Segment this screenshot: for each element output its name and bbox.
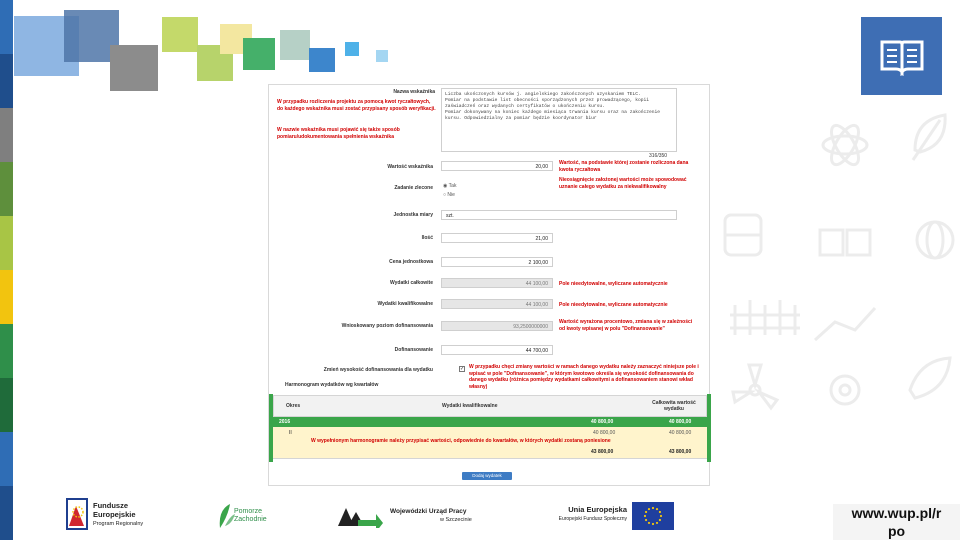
- book-icon: [820, 230, 870, 255]
- pomorze-line1: Pomorze: [234, 508, 263, 515]
- decor-tile: [243, 38, 275, 70]
- table-row: [273, 417, 707, 427]
- row-total: 40 800,00: [669, 430, 692, 436]
- strip-segment: [0, 0, 13, 54]
- task-yes-radio[interactable]: ◉ Tak: [443, 183, 457, 189]
- eu-star: [656, 522, 658, 524]
- eu-funds-line3: Program Regionalny: [93, 521, 144, 527]
- funding-field[interactable]: 44 700,00: [441, 345, 553, 355]
- eligible-field: 44 100,00: [441, 299, 553, 309]
- share-label: Wnioskowany poziom dofinansowania: [341, 323, 433, 329]
- eu-star: [660, 515, 662, 517]
- strip-segment: [0, 270, 13, 324]
- indicator-name-label: Nazwa wskaźnika: [393, 89, 435, 95]
- total-note: Pole nieedytowalne, wyliczane automatycznie: [559, 281, 668, 287]
- strip-segment: [0, 324, 13, 378]
- header-total: Całkowita wartość wydatku: [652, 400, 696, 412]
- schedule-title: Harmonogram wydatków wg kwartałów: [285, 382, 379, 388]
- url-line2: po: [887, 523, 906, 539]
- book-icon-box: [861, 17, 942, 95]
- qty-field[interactable]: 21,00: [441, 233, 553, 243]
- eu-line2: Europejski Fundusz Społeczny: [558, 516, 627, 522]
- eu-funds-emblem-icon: [66, 498, 88, 530]
- row-eligible[interactable]: 40 800,00: [593, 430, 616, 436]
- eu-star: [652, 507, 654, 509]
- eu-line1: Unia Europejska: [568, 505, 627, 514]
- row-total: 40 800,00: [669, 419, 692, 425]
- eligible-label: Wydatki kwalifikowalne: [377, 301, 433, 307]
- decor-tile: [162, 17, 198, 52]
- change-funding-label: Zmień wysokość dofinansowania dla wydatku: [323, 367, 433, 373]
- wup-line2: w Szczecinie: [440, 517, 472, 523]
- brain-gear-icon: [831, 376, 859, 404]
- decor-tile: [309, 48, 335, 72]
- expense-form-screenshot: [268, 84, 710, 486]
- share-note: Wartość wyrażona procentowo, zmiana się w zależności od kwoty wpisanej w polu "Dofinansowanie": [559, 319, 693, 332]
- decor-tile: [110, 45, 158, 91]
- task-no-label: Nie: [447, 192, 455, 198]
- strip-segment: [0, 378, 13, 432]
- background-icons: [715, 90, 960, 490]
- sum-total: 43 800,00: [669, 449, 692, 455]
- unit-price-field[interactable]: 2 100,00: [441, 257, 553, 267]
- website-url[interactable]: [833, 504, 960, 540]
- pomorze-leaf-icon: [216, 500, 236, 530]
- change-funding-note: W przypadku chęci zmiany wartości w ramach danego wydatku należy zaznaczyć niniejsze pole i wpisać w pole "Dofinansowanie", w którym kwotowo określa się wysokość dofinansowania do danego wydatku (różnica pomiędzy wydatkami całkowitymi a dofinansowaniem stanowi wkład własny): [469, 364, 699, 390]
- table-row: [273, 427, 707, 459]
- eu-star: [644, 515, 646, 517]
- value-label: Wartość wskaźnika: [387, 164, 433, 170]
- wup-text: [390, 508, 472, 524]
- propeller-icon: [733, 365, 777, 408]
- task-note: Nieosiągnięcie założonej wartości może spowodować uznanie całego wydatku za niekwalifikowalny: [559, 177, 687, 190]
- unit-field[interactable]: szt.: [441, 210, 677, 220]
- add-expense-button[interactable]: Dodaj wydatek: [462, 472, 512, 480]
- strip-segment: [0, 162, 13, 216]
- row-period: 2016: [279, 419, 291, 425]
- change-funding-checkbox[interactable]: ✓: [460, 366, 465, 372]
- eu-funds-line1: Fundusze: [93, 501, 128, 510]
- quarter-note: W wypełnionym harmonogramie należy przypisać wartości, odpowiednie do kwartałów, w których wydatki zostaną poniesione: [311, 438, 611, 444]
- eu-star: [645, 519, 647, 521]
- strip-segment: [0, 432, 13, 486]
- eu-star: [648, 508, 650, 510]
- indicator-description-textarea[interactable]: Liczba ukończonych kursów j. angielskiego zakończonych uzyskaniem TELC. Pomiar na podstawie list obecności sporządzonych przez prowadzącego, kopii zaświadczeń oraz wydanych certyfikatów o ukończeniu kursu. Pomiar dokonywany na koniec każdego miesiąca trwania kursu oraz na zakończenie kursu. Odpowiedzialny za pomiar będzie koordynator biur: [441, 88, 677, 152]
- eu-funds-line2: Europejskie: [93, 510, 136, 519]
- task-label: Zadanie zlecone: [394, 185, 433, 191]
- task-no-radio[interactable]: ○ Nie: [443, 192, 455, 198]
- task-yes-label: Tak: [448, 183, 457, 189]
- char-counter: 316/350: [649, 153, 668, 159]
- sum-eligible: 43 800,00: [591, 449, 614, 455]
- value-field[interactable]: 20,00: [441, 161, 553, 171]
- row-eligible: 40 800,00: [591, 419, 614, 425]
- strip-segment: [0, 216, 13, 270]
- share-field: 93,2500000000: [441, 321, 553, 331]
- fence-icon: [730, 300, 800, 335]
- indicator-measure-note: W nazwie wskaźnika musi pojawić się także sposób pomiaru/udokumentowania spełnienia wskaźnika: [277, 127, 400, 140]
- wup-line1: Wojewódzki Urząd Pracy: [390, 508, 467, 515]
- decor-tile: [345, 42, 359, 56]
- url-line1: www.wup.pl/r: [851, 505, 942, 521]
- pomorze-text: [234, 508, 267, 524]
- wup-logo-icon: [336, 504, 384, 528]
- strip-segment: [0, 54, 13, 108]
- header-eligible: Wydatki kwalifikowalne: [442, 403, 498, 409]
- eu-star: [659, 519, 661, 521]
- strip-segment: [0, 108, 13, 162]
- leaf-icon: [910, 358, 950, 398]
- decor-tile: [376, 50, 388, 62]
- unit-price-label: Cena jednostkowa: [389, 259, 433, 265]
- chart-icon: [815, 308, 875, 340]
- footer-logos: [0, 492, 960, 540]
- row-period: II: [289, 430, 292, 436]
- qty-label: Ilość: [421, 235, 433, 241]
- total-field: 44 100,00: [441, 278, 553, 288]
- open-book-icon: [878, 36, 926, 76]
- eu-star: [648, 522, 650, 524]
- pomorze-line2: Zachodnie: [234, 516, 267, 523]
- eu-flag-icon: [632, 502, 674, 530]
- eu-star: [652, 523, 654, 525]
- bus-icon: [725, 215, 761, 255]
- header-period: Okres: [286, 403, 301, 409]
- funding-label: Dofinansowanie: [394, 347, 433, 353]
- table-header: [273, 395, 707, 417]
- eu-funds-text: [93, 502, 143, 528]
- unit-label: Jednostka miary: [393, 212, 433, 218]
- eligible-note: Pole nieedytowalne, wyliczane automatycznie: [559, 302, 668, 308]
- eu-text: [557, 506, 627, 523]
- decor-tile: [280, 30, 310, 60]
- eu-star: [656, 508, 658, 510]
- globe-icon: [917, 222, 953, 258]
- eu-star: [659, 511, 661, 513]
- eu-funds-logo: [66, 498, 88, 530]
- total-label: Wydatki całkowite: [390, 280, 433, 286]
- left-color-strip: [0, 0, 13, 540]
- eu-star: [645, 511, 647, 513]
- indicator-name-note: W przypadku rozliczenia projektu za pomocą kwot ryczałtowych, do każdego wskaźnika musi zostać przypisany sposób weryfikacji.: [277, 99, 436, 112]
- atom-icon: [823, 121, 867, 168]
- leaf-icon: [913, 115, 945, 160]
- value-note: Wartość, na podstawie której zostanie rozliczona dana kwota ryczałtowa: [559, 160, 689, 173]
